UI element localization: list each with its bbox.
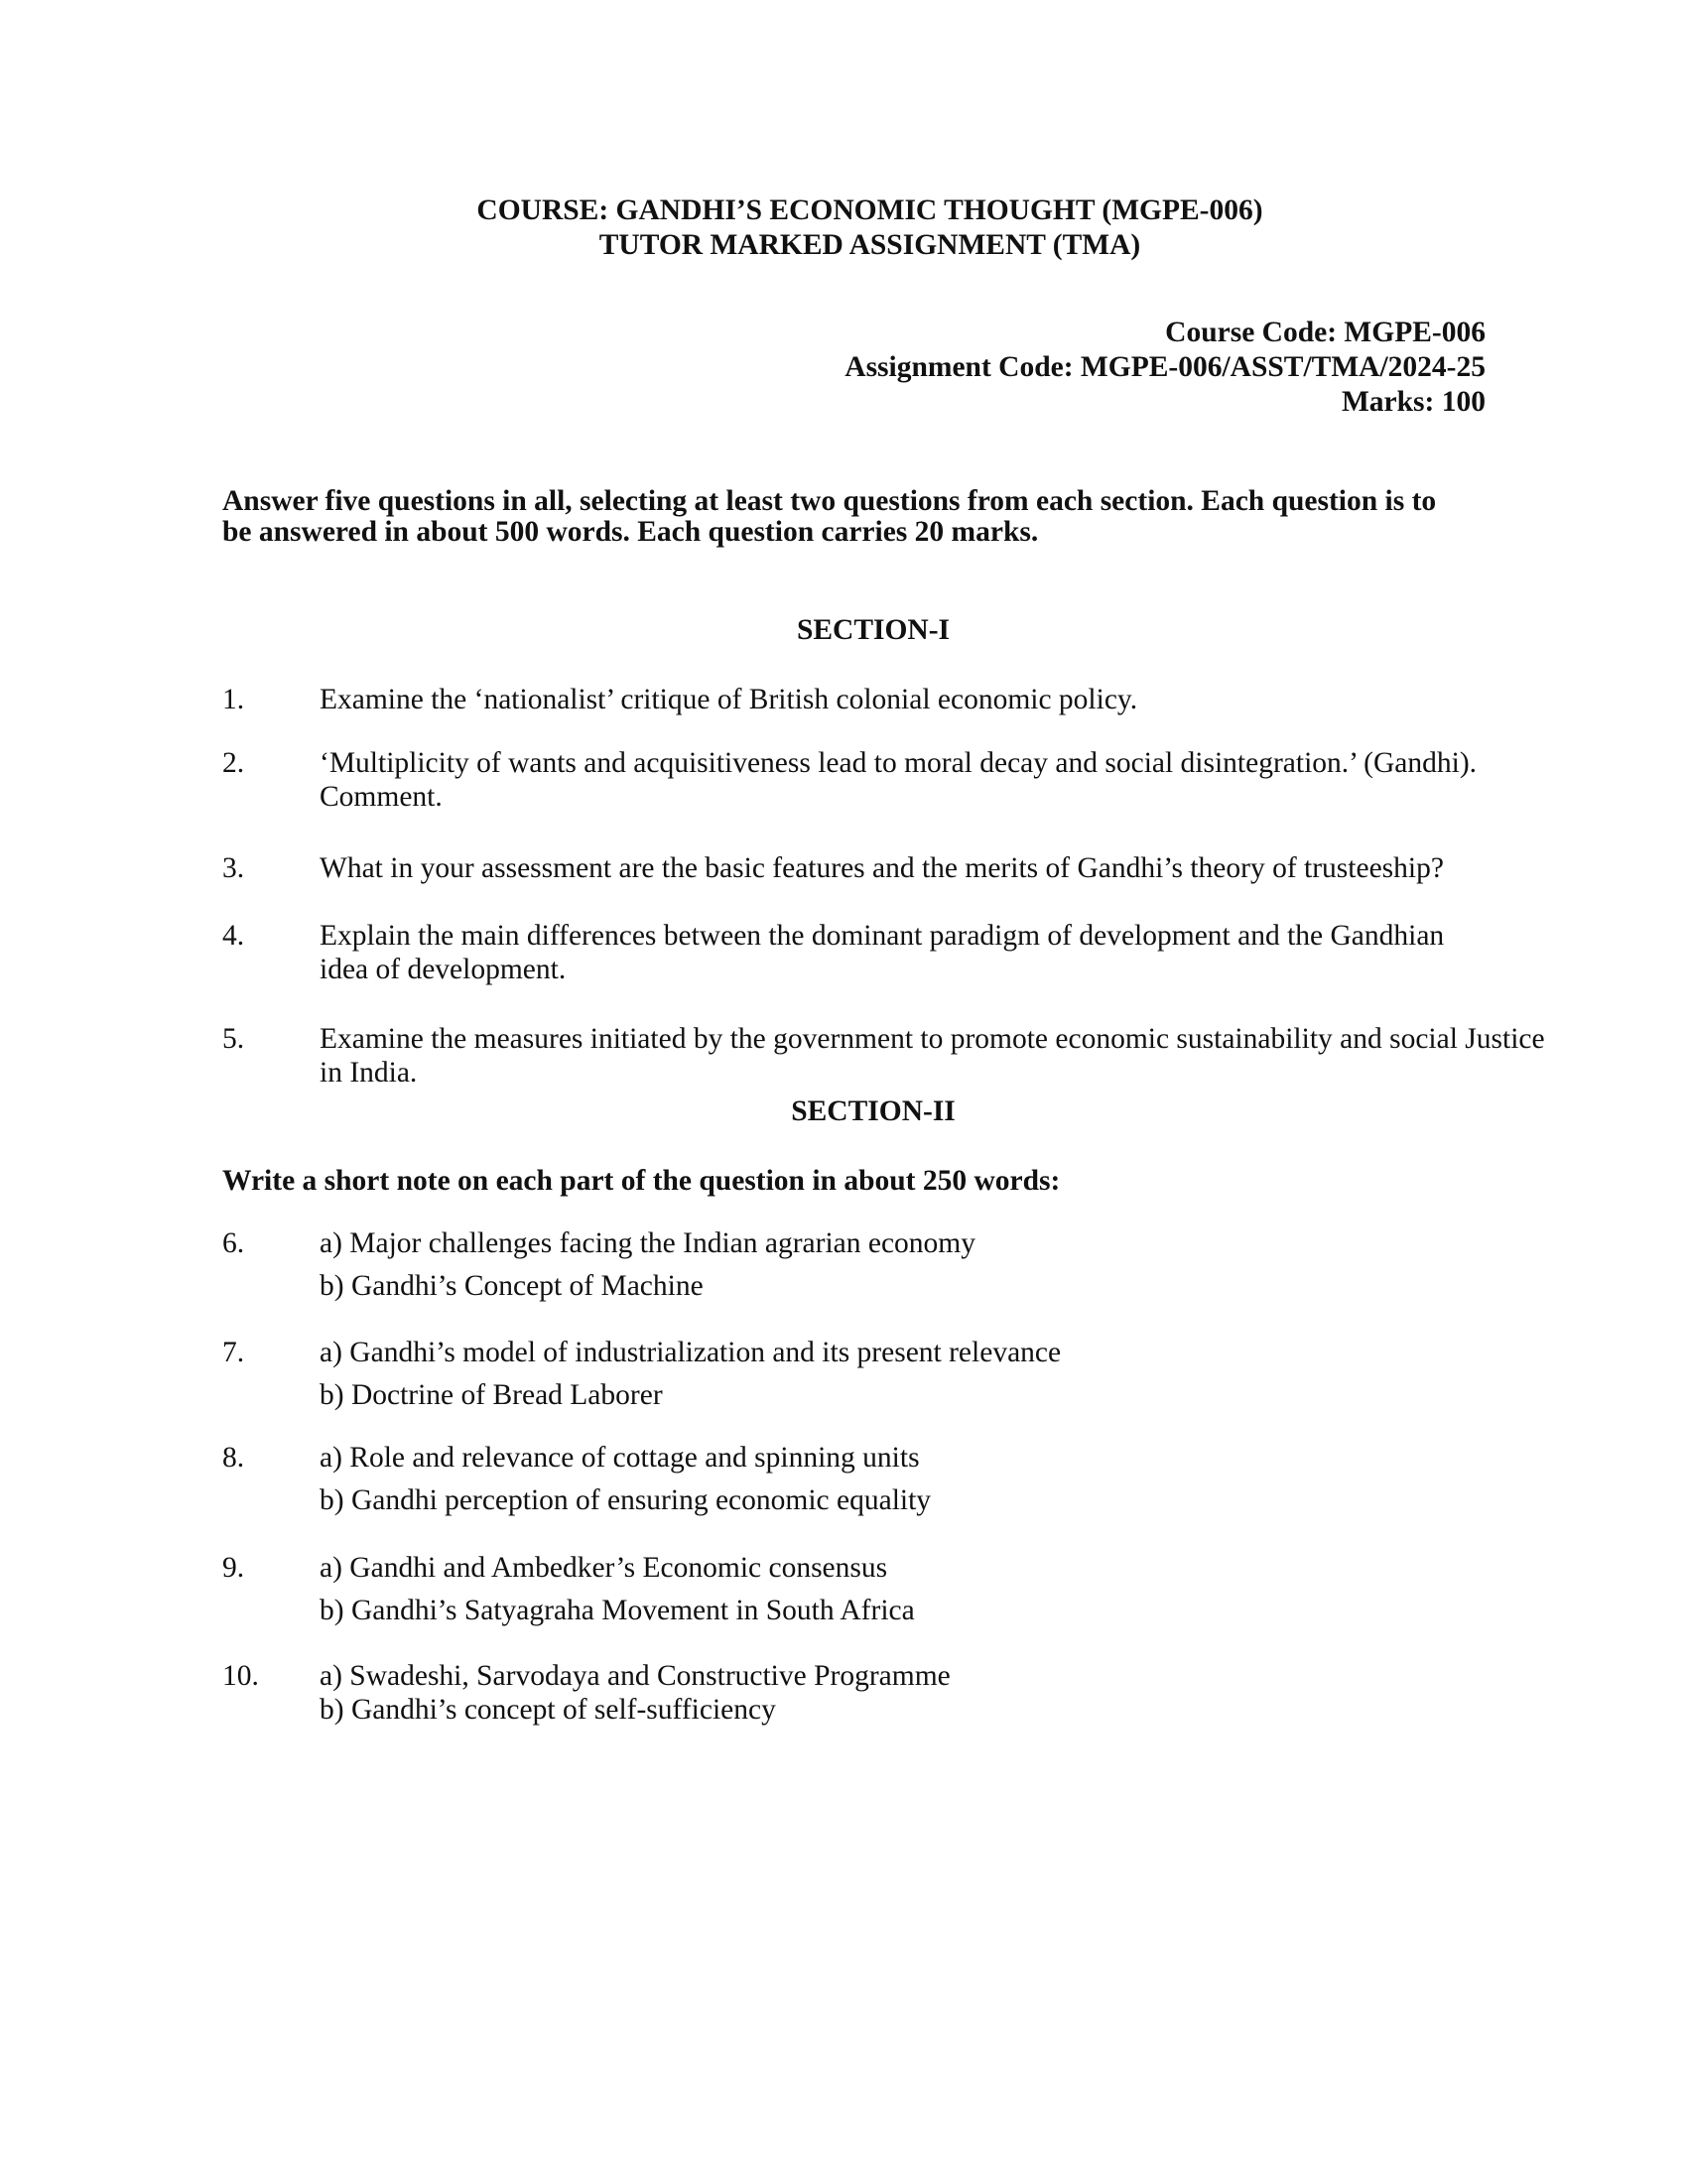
question-text: Explain the main differences between the dominant paradigm of development and the Gandhian idea of development. <box>320 920 1445 985</box>
question-number: 3. <box>222 852 245 884</box>
course-code: Course Code: MGPE-006 <box>1165 317 1486 348</box>
question-number: 1. <box>222 684 245 715</box>
question-number: 10. <box>222 1660 259 1692</box>
question-text: Examine the ‘nationalist’ critique of British colonial economic policy. <box>320 684 1138 715</box>
assignment-code: Assignment Code: MGPE-006/ASST/TMA/2024-25 <box>844 351 1486 383</box>
question-text: Examine the measures initiated by the government to promote economic sustainability and social Justice in India. <box>320 1023 1545 1089</box>
part-a: a) Major challenges facing the Indian agrarian economy <box>320 1227 975 1259</box>
section-2-instruction: Write a short note on each part of the question in about 250 words: <box>222 1165 1061 1197</box>
question-number: 2. <box>222 747 245 779</box>
part-b: b) Gandhi perception of ensuring economic equality <box>320 1484 932 1516</box>
question-parts <box>320 1551 1639 1627</box>
part-b: b) Gandhi’s concept of self-sufficiency <box>320 1694 776 1726</box>
instructions-line-1: Answer five questions in all, selecting at least two questions from each section. Each question is to <box>222 485 1437 517</box>
question-number: 8. <box>222 1442 245 1474</box>
total-marks: Marks: 100 <box>1341 386 1486 418</box>
question-parts <box>320 1226 1639 1303</box>
question-text: ‘Multiplicity of wants and acquisitiveness lead to moral decay and social disintegration.’ (Gandhi). Comment. <box>320 747 1478 813</box>
section-1-heading: SECTION-I <box>796 614 951 646</box>
question-parts <box>320 1659 1639 1727</box>
part-b: b) Gandhi’s Concept of Machine <box>320 1270 704 1302</box>
document-title <box>0 193 1688 263</box>
question-number: 6. <box>222 1227 245 1259</box>
question-number: 5. <box>222 1023 245 1055</box>
part-a: a) Swadeshi, Sarvodaya and Constructive Programme <box>320 1660 951 1692</box>
part-a: a) Gandhi’s model of industrialization and its present relevance <box>320 1337 1062 1368</box>
assignment-type: TUTOR MARKED ASSIGNMENT (TMA) <box>598 229 1141 261</box>
question-number: 4. <box>222 920 245 952</box>
course-info <box>844 316 1486 420</box>
question-number: 7. <box>222 1337 245 1368</box>
part-a: a) Gandhi and Ambedker’s Economic consensus <box>320 1552 888 1584</box>
course-title: COURSE: GANDHI’S ECONOMIC THOUGHT (MGPE-006) <box>476 194 1263 226</box>
general-instructions <box>222 486 1512 548</box>
section-2-heading: SECTION-II <box>791 1095 956 1127</box>
part-b: b) Gandhi’s Satyagraha Movement in South Africa <box>320 1595 915 1626</box>
question-parts <box>320 1336 1639 1412</box>
part-a: a) Role and relevance of cottage and spinning units <box>320 1442 920 1474</box>
question-number: 9. <box>222 1552 245 1584</box>
question-text: What in your assessment are the basic features and the merits of Gandhi’s theory of trusteeship? <box>320 852 1444 884</box>
instructions-line-2: be answered in about 500 words. Each question carries 20 marks. <box>222 516 1039 548</box>
question-parts <box>320 1441 1639 1517</box>
part-b: b) Doctrine of Bread Laborer <box>320 1379 663 1411</box>
